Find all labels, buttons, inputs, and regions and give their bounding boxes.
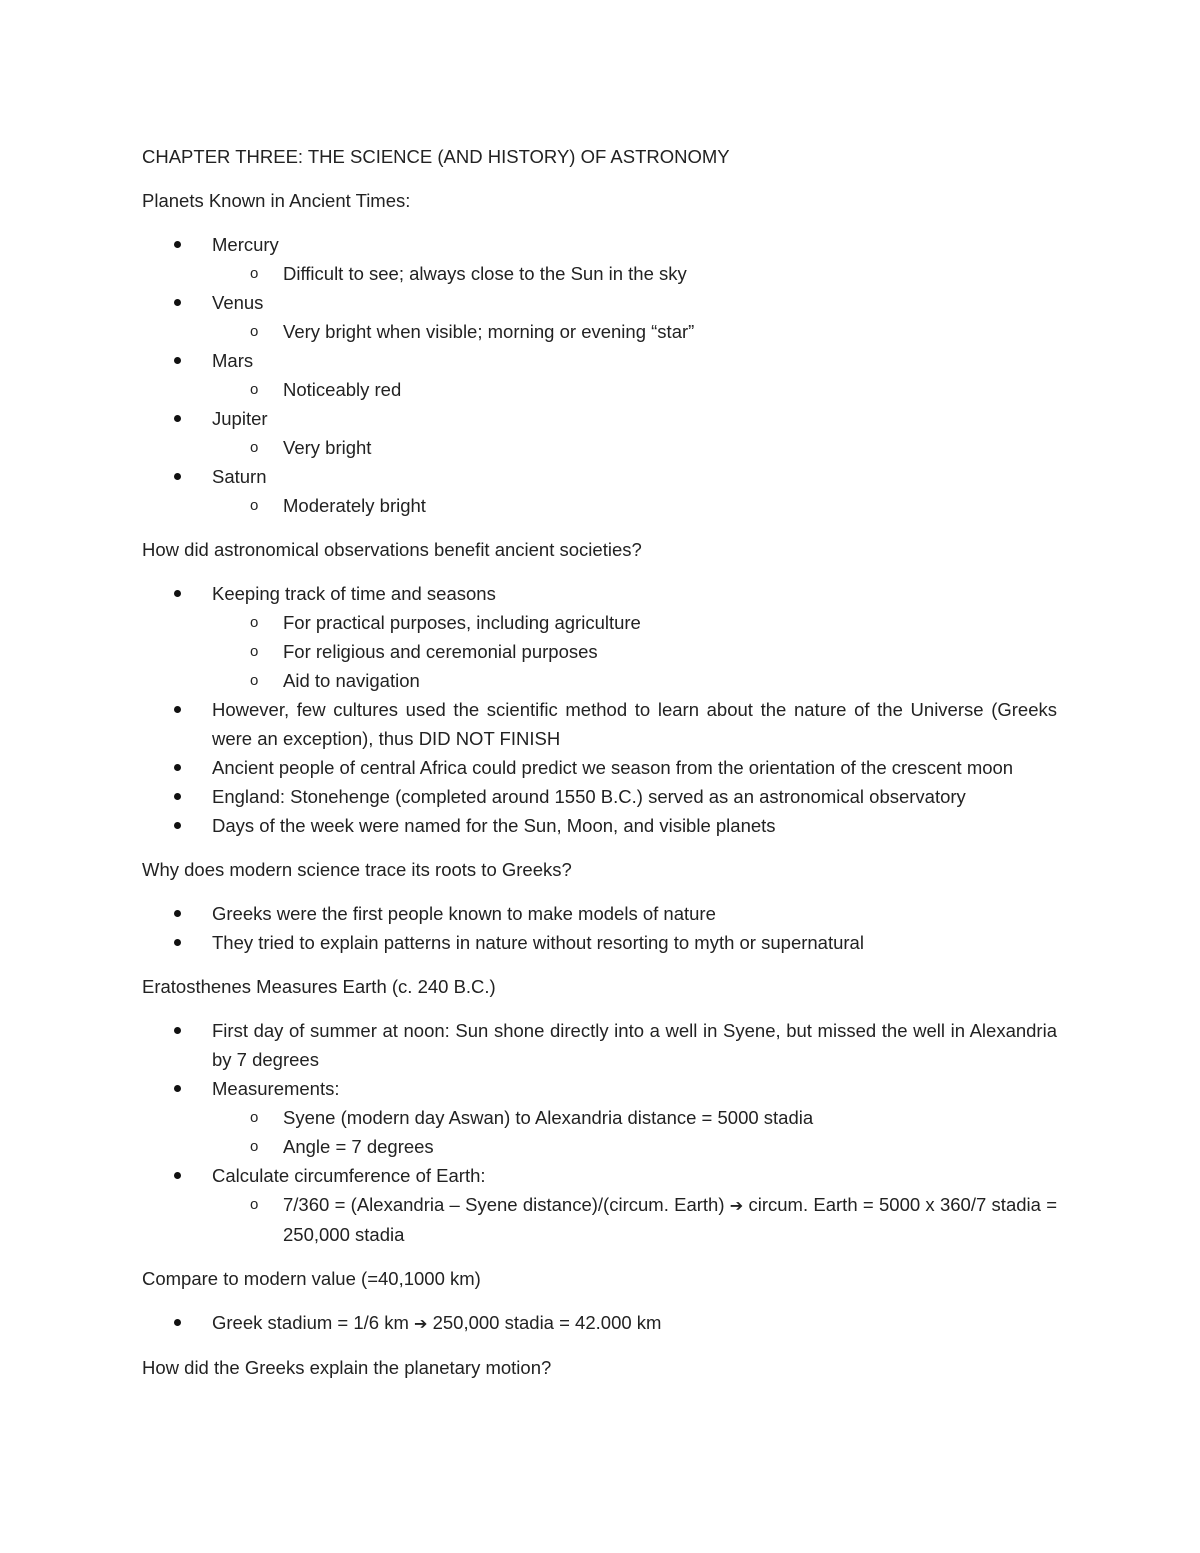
bullet-icon <box>174 1319 181 1326</box>
sub-list-item-label: Very bright when visible; morning or evening “star” <box>283 321 695 342</box>
list-item-label: Ancient people of central Africa could predict we season from the orientation of the crescent moon <box>212 757 1014 778</box>
bullet-icon <box>174 357 181 364</box>
list-item-label: Keeping track of time and seasons <box>212 583 496 604</box>
sub-list <box>212 259 1057 288</box>
bullet-icon <box>174 939 181 946</box>
section-heading-greeks: Why does modern science trace its roots to Greeks? <box>142 859 572 880</box>
circle-bullet-icon: o <box>250 1196 259 1213</box>
list-item <box>142 1308 1057 1338</box>
greeks-list <box>142 899 1057 957</box>
sub-list <box>212 1190 1057 1249</box>
section-heading-planets: Planets Known in Ancient Times: <box>142 190 411 211</box>
sub-list <box>212 317 1057 346</box>
list-item <box>142 782 1057 811</box>
list-item <box>142 695 1057 753</box>
sub-list-item <box>212 1132 1057 1161</box>
list-item <box>142 579 1057 695</box>
list-item <box>142 928 1057 957</box>
sub-list-item <box>212 1103 1057 1132</box>
list-item <box>142 899 1057 928</box>
circle-bullet-icon: o <box>250 1138 259 1155</box>
list-item <box>142 230 1057 288</box>
list-item <box>142 1074 1057 1161</box>
sub-list-item-label: Noticeably red <box>283 379 402 400</box>
sub-list-item <box>212 608 1057 637</box>
calc-left: 7/360 = (Alexandria – Syene distance)/(circum. Earth) <box>283 1194 725 1215</box>
list-item-label: First day of summer at noon: Sun shone directly into a well in Syene, but missed the well in Alexandria by 7 degrees <box>212 1020 1057 1070</box>
circle-bullet-icon: o <box>250 497 259 514</box>
list-item-label: Greeks were the first people known to make models of nature <box>212 903 716 924</box>
sub-list <box>212 491 1057 520</box>
sub-list-item-label: Angle = 7 degrees <box>283 1136 434 1157</box>
compare-right: 250,000 stadia = 42.000 km <box>432 1312 662 1333</box>
bullet-icon <box>174 590 181 597</box>
compare-list <box>142 1308 1057 1338</box>
document-content <box>142 142 1057 1397</box>
sub-list-item <box>212 317 1057 346</box>
sub-list-item <box>212 637 1057 666</box>
sub-list-item <box>212 259 1057 288</box>
sub-list <box>212 1103 1057 1161</box>
list-item-label: They tried to explain patterns in nature without resorting to myth or supernatural <box>212 932 864 953</box>
circle-bullet-icon: o <box>250 614 259 631</box>
circle-bullet-icon: o <box>250 381 259 398</box>
sub-list <box>212 608 1057 695</box>
arrow-right-icon: ➔ <box>729 1196 744 1215</box>
list-item-label: Jupiter <box>212 408 268 429</box>
circle-bullet-icon: o <box>250 439 259 456</box>
circle-bullet-icon: o <box>250 1109 259 1126</box>
sub-list-item <box>212 375 1057 404</box>
sub-list <box>212 433 1057 462</box>
circle-bullet-icon: o <box>250 323 259 340</box>
calc-right: circum. Earth = 5000 x 360/7 stadia = 250,000 stadia <box>283 1194 1058 1245</box>
sub-list-item-label: For practical purposes, including agriculture <box>283 612 641 633</box>
section-heading-compare: Compare to modern value (=40,1000 km) <box>142 1268 481 1289</box>
sub-list-item-label: Aid to navigation <box>283 670 420 691</box>
list-item <box>142 288 1057 346</box>
bullet-icon <box>174 793 181 800</box>
list-item-label: Mars <box>212 350 254 371</box>
bullet-icon <box>174 1172 181 1179</box>
sub-list-item <box>212 433 1057 462</box>
circle-bullet-icon: o <box>250 265 259 282</box>
compare-left: Greek stadium = 1/6 km <box>212 1312 409 1333</box>
bullet-icon <box>174 764 181 771</box>
bullet-icon <box>174 473 181 480</box>
list-item <box>142 1161 1057 1249</box>
sub-list-item-label: For religious and ceremonial purposes <box>283 641 598 662</box>
section-heading-benefits: How did astronomical observations benefit ancient societies? <box>142 539 642 560</box>
list-item-label: Saturn <box>212 466 267 487</box>
section-heading-motion: How did the Greeks explain the planetary motion? <box>142 1357 552 1378</box>
benefits-list <box>142 579 1057 840</box>
chapter-title: CHAPTER THREE: THE SCIENCE (AND HISTORY) OF ASTRONOMY <box>142 146 730 167</box>
bullet-icon <box>174 299 181 306</box>
sub-list-item <box>212 1190 1057 1249</box>
bullet-icon <box>174 1085 181 1092</box>
list-item <box>142 811 1057 840</box>
list-item-label: England: Stonehenge (completed around 1550 B.C.) served as an astronomical observatory <box>212 786 966 807</box>
sub-list-item-label: Very bright <box>283 437 372 458</box>
bullet-icon <box>174 1027 181 1034</box>
circle-bullet-icon: o <box>250 672 259 689</box>
arrow-right-icon: ➔ <box>414 1314 428 1333</box>
bullet-icon <box>174 415 181 422</box>
sub-list-item-label: Moderately bright <box>283 495 426 516</box>
bullet-icon <box>174 910 181 917</box>
bullet-icon <box>174 822 181 829</box>
sub-list-item <box>212 491 1057 520</box>
bullet-icon <box>174 241 181 248</box>
sub-list-item-label: Difficult to see; always close to the Sun in the sky <box>283 263 687 284</box>
eratosthenes-list <box>142 1016 1057 1249</box>
sub-list-item <box>212 666 1057 695</box>
circle-bullet-icon: o <box>250 643 259 660</box>
list-item <box>142 404 1057 462</box>
planets-list <box>142 230 1057 520</box>
list-item <box>142 1016 1057 1074</box>
list-item <box>142 346 1057 404</box>
list-item-label: Mercury <box>212 234 279 255</box>
sub-list <box>212 375 1057 404</box>
list-item <box>142 462 1057 520</box>
list-item-label: Venus <box>212 292 264 313</box>
list-item-label: However, few cultures used the scientific method to learn about the nature of the Universe (Greeks were an exception), thus DID NOT FINISH <box>212 699 1057 749</box>
sub-list-item-label: Syene (modern day Aswan) to Alexandria distance = 5000 stadia <box>283 1107 814 1128</box>
list-item-label: Calculate circumference of Earth: <box>212 1165 486 1186</box>
bullet-icon <box>174 706 181 713</box>
list-item <box>142 753 1057 782</box>
section-heading-eratosthenes: Eratosthenes Measures Earth (c. 240 B.C.) <box>142 976 496 997</box>
list-item-label: Measurements: <box>212 1078 340 1099</box>
list-item-label: Days of the week were named for the Sun, Moon, and visible planets <box>212 815 776 836</box>
